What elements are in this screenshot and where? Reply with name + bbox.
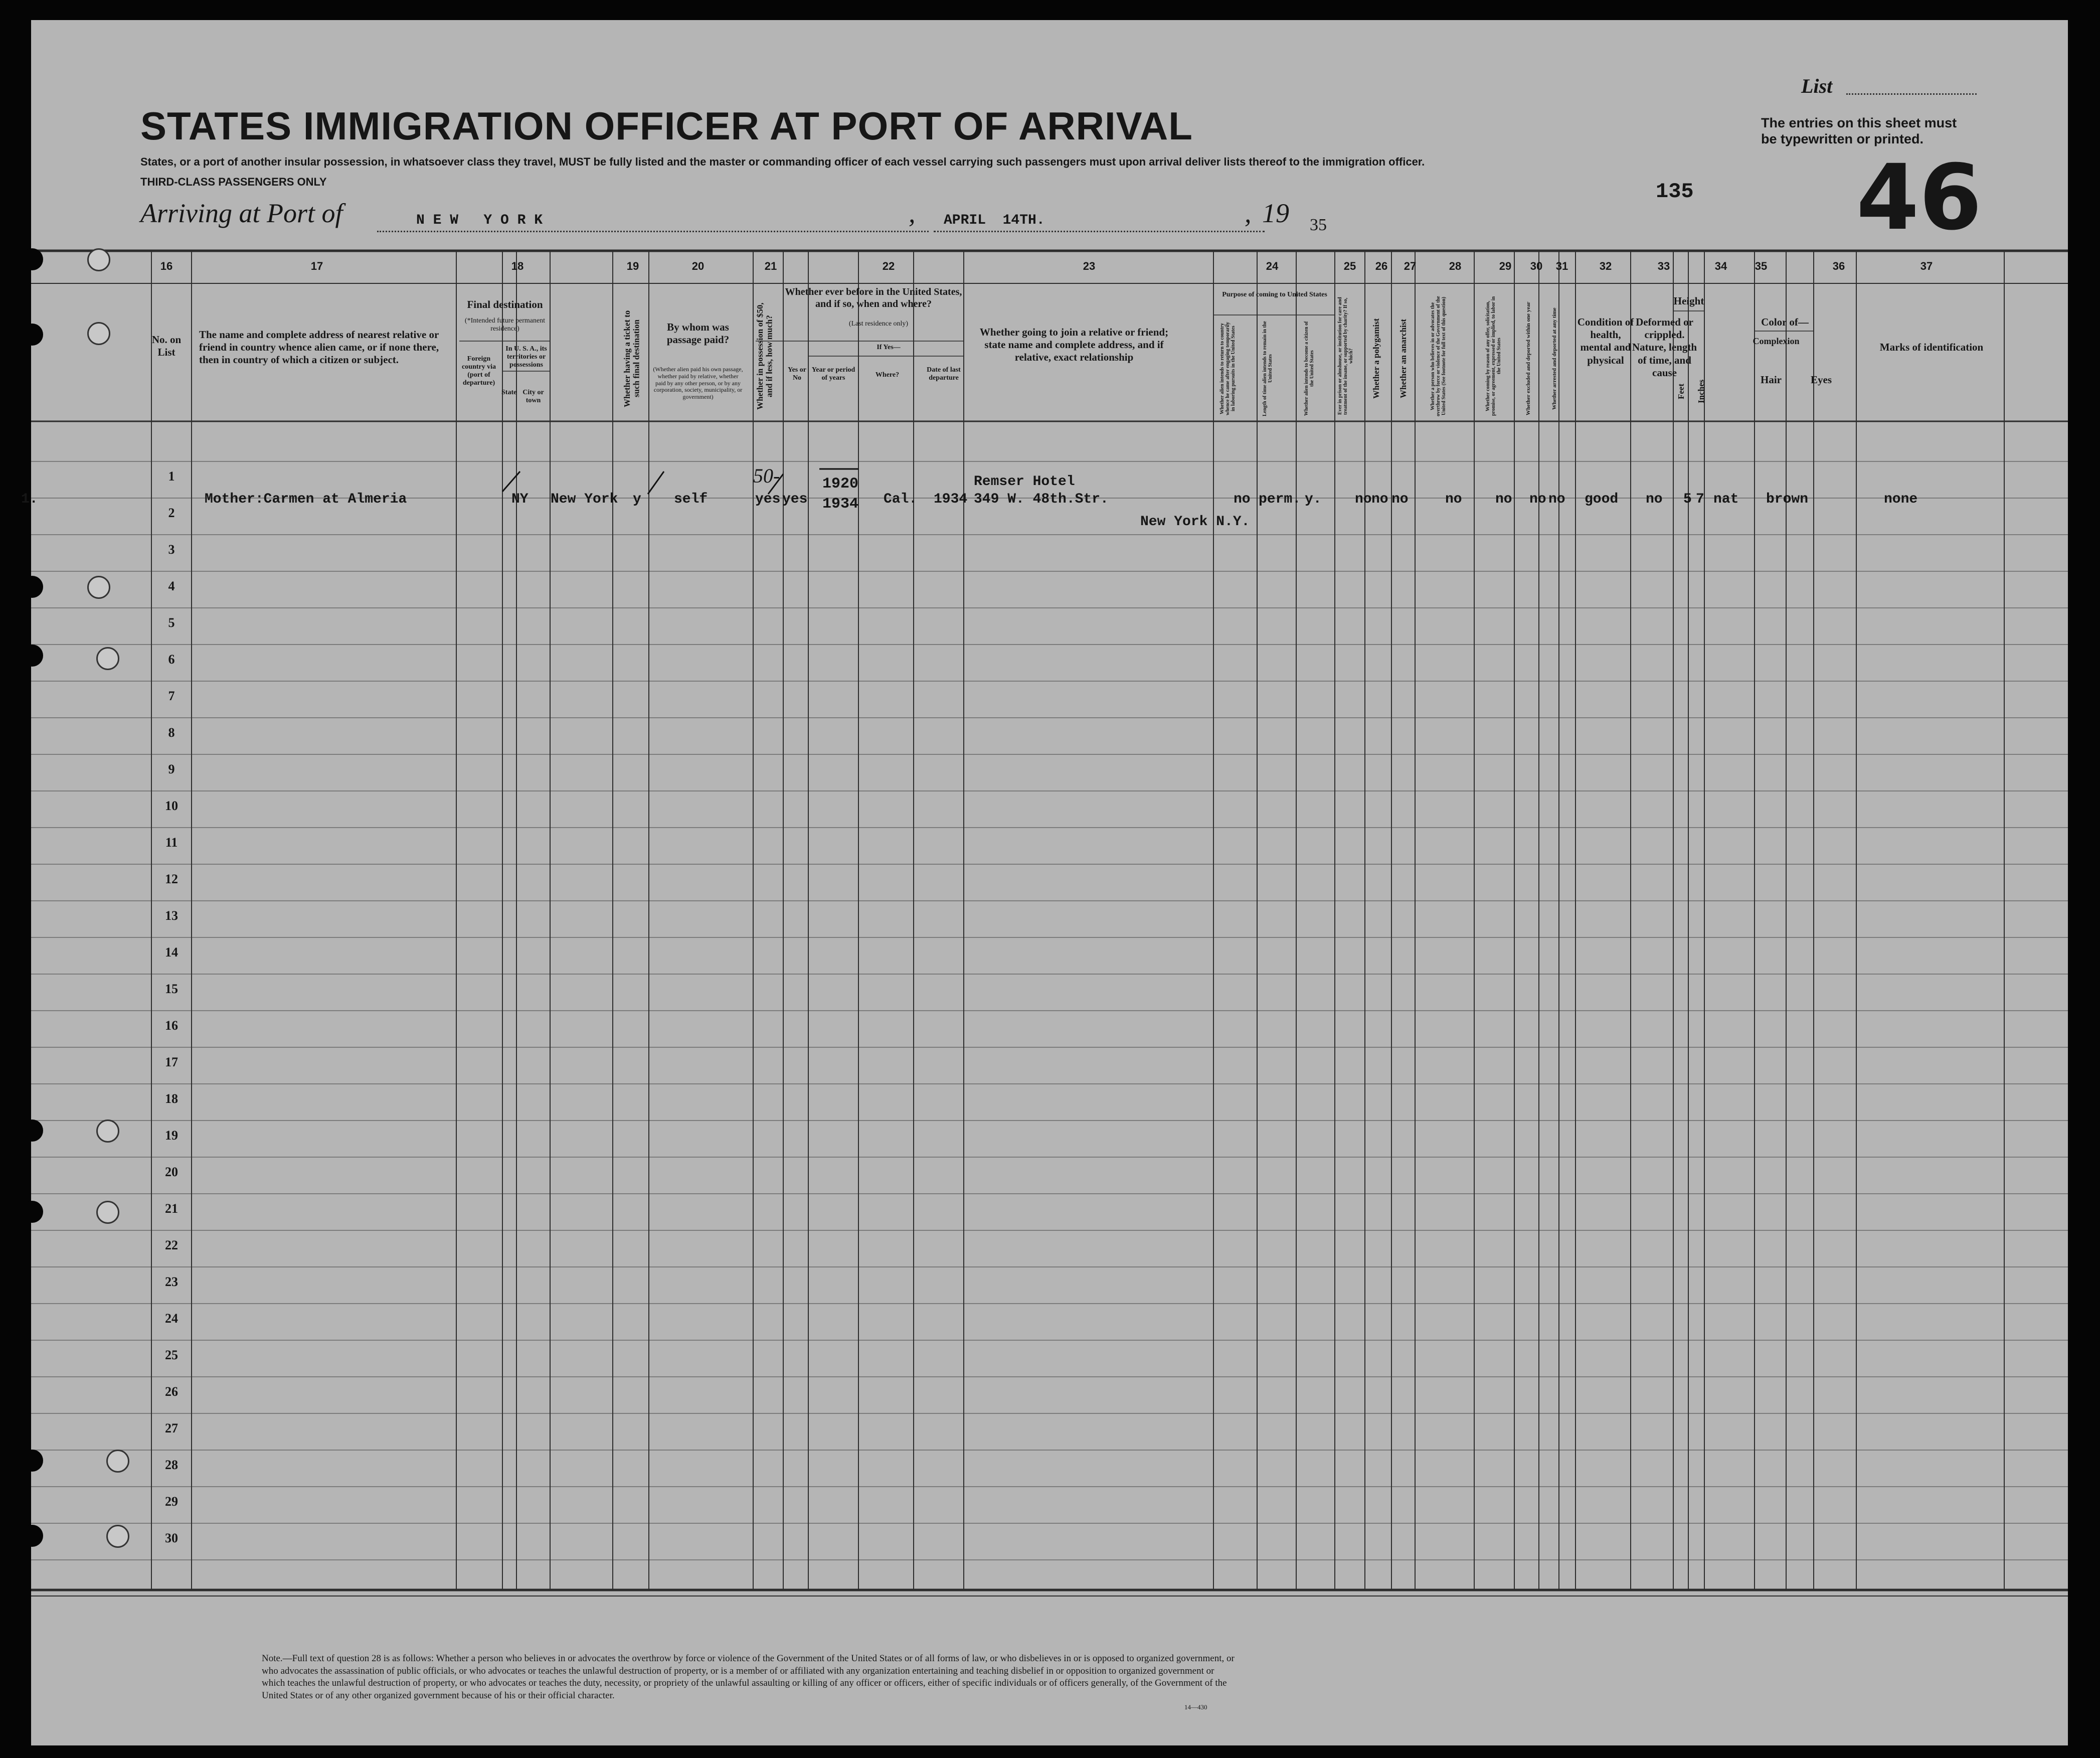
entry-excluded: no bbox=[1529, 492, 1546, 507]
entry-anarchist: no bbox=[1391, 492, 1409, 507]
header-marks: Marks of identification bbox=[1879, 341, 1984, 353]
header-state: State bbox=[501, 389, 517, 396]
colnum-26: 26 bbox=[1375, 260, 1388, 272]
instructions-text: States, or a port of another insular possession, in whatsoever class they travel, MUST be fully listed and the master or commanding officer of each vessel carrying such passengers must upon arrival deliver lists thereof to the immigration officer. bbox=[140, 155, 1425, 168]
binder-hole bbox=[21, 576, 43, 598]
binder-hole bbox=[21, 1450, 43, 1472]
date-comma: , bbox=[1245, 198, 1252, 228]
entry-citizen: y. bbox=[1305, 492, 1322, 507]
binder-hole bbox=[21, 248, 43, 270]
binder-hole bbox=[21, 645, 43, 667]
entry-joining-line1: Remser Hotel bbox=[974, 474, 1075, 490]
class-label: THIRD-CLASS PASSENGERS ONLY bbox=[140, 176, 327, 188]
table-grid bbox=[31, 20, 2068, 1745]
footnote-text: Note.—Full text of question 28 is as follows: Whether a person who believes in or advocates the overthrow by force or violence of the Government of the United States or of all forms of law, or who disbelieves in or is opposed to organized government, or who advocates the assassination of public officials, or who advocates or teaches the unlawful destruction of property, or is a member of or affiliated with any organization entertaining and teaching disbelief in or opposition to organized government or which teaches the unlawful destruction of property, or who advocates or teaches the duty, necessity, or propriety of the unlawful assaulting or killing of any officer or officers, either of specific individuals or of officers generally, of the Government of the United States or of any other organized government because of his or their official character. bbox=[262, 1653, 1235, 1701]
entry-paid-by: self bbox=[674, 492, 708, 507]
header-foreign-country: Foreign country via (port of departure) bbox=[461, 355, 496, 387]
row-number: 27 bbox=[165, 1421, 178, 1435]
colnum-27: 27 bbox=[1404, 260, 1417, 272]
row-number: 15 bbox=[165, 982, 178, 996]
port-comma: , bbox=[909, 198, 916, 228]
entry-polygamist: no bbox=[1371, 492, 1388, 507]
header-length-of-stay: Length of time alien intends to remain in the United States bbox=[1262, 321, 1273, 416]
entry-joining-line2: 349 W. 48th.Str. bbox=[974, 492, 1109, 507]
row-number: 10 bbox=[165, 798, 178, 813]
row-number: 11 bbox=[165, 835, 178, 850]
colnum-29: 29 bbox=[1499, 260, 1512, 272]
entry-health: good bbox=[1585, 492, 1619, 507]
header-ticket: Whether having a ticket to such final destination bbox=[622, 310, 641, 407]
arrival-port: N E W Y O R K bbox=[416, 213, 543, 228]
form-number: 14—430 bbox=[1184, 1703, 1207, 1711]
reinforcement-ring bbox=[87, 576, 110, 599]
row-number: 20 bbox=[165, 1165, 178, 1179]
header-period: Year or period of years bbox=[811, 366, 855, 382]
row-number: 8 bbox=[168, 725, 175, 740]
entry-joining-line3: New York N.Y. bbox=[1140, 514, 1250, 530]
header-deformed: Deformed or crippled. Nature, length of time, and cause bbox=[1632, 316, 1697, 379]
row-number: 18 bbox=[165, 1091, 178, 1106]
colnum-23: 23 bbox=[1083, 260, 1096, 272]
binder-hole bbox=[21, 1201, 43, 1223]
colnum-32: 32 bbox=[1599, 260, 1612, 272]
header-overthrow: Whether a person who believes in or advocates the overthrow by force or violence of the Government of the United States (See footnote for full text of this question) bbox=[1430, 296, 1447, 416]
entry-inches: 7 bbox=[1696, 492, 1704, 507]
header-citizen-intent: Whether alien intends to become a citizen of the United States bbox=[1304, 321, 1315, 416]
row-number: 16 bbox=[165, 1018, 178, 1033]
reinforcement-ring bbox=[106, 1450, 129, 1473]
reinforcement-ring bbox=[96, 647, 119, 670]
entry-where: Cal. bbox=[884, 492, 918, 507]
row-number: 19 bbox=[165, 1128, 178, 1143]
row-number: 9 bbox=[168, 762, 175, 776]
reinforcement-ring bbox=[87, 248, 110, 271]
stamp-number: 135 bbox=[1656, 180, 1694, 204]
header-joining: Whether going to join a relative or friend; state name and complete address, and if relative, exact relationship bbox=[979, 326, 1169, 364]
colnum-20: 20 bbox=[691, 260, 705, 272]
colnum-37: 37 bbox=[1920, 260, 1933, 272]
header-inches: Inches bbox=[1696, 379, 1706, 403]
binder-hole bbox=[21, 324, 43, 346]
header-city: City or town bbox=[522, 389, 544, 405]
header-purpose: Purpose of coming to United States bbox=[1222, 291, 1327, 298]
colnum-19: 19 bbox=[626, 260, 639, 272]
reinforcement-ring bbox=[96, 1120, 119, 1143]
entry-state: NY bbox=[511, 492, 529, 507]
entry-length: perm. bbox=[1259, 492, 1301, 507]
colnum-18: 18 bbox=[511, 260, 524, 272]
colnum-35: 35 bbox=[1755, 260, 1768, 272]
binder-hole bbox=[21, 1525, 43, 1547]
row-number: 30 bbox=[165, 1531, 178, 1545]
row-number: 14 bbox=[165, 945, 178, 960]
reinforcement-ring bbox=[87, 322, 110, 345]
arriving-label: Arriving at Port of bbox=[140, 198, 343, 228]
header-anarchist: Whether an anarchist bbox=[1398, 318, 1408, 399]
header-polygamist: Whether a polygamist bbox=[1371, 318, 1381, 399]
year-suffix: 35 bbox=[1310, 216, 1327, 234]
header-last-departure: Date of last departure bbox=[927, 366, 961, 382]
colnum-30: 30 bbox=[1530, 260, 1543, 272]
row-number: 26 bbox=[165, 1384, 178, 1399]
colnum-28: 28 bbox=[1449, 260, 1462, 272]
row-number: 2 bbox=[168, 506, 175, 520]
margin-mark: 1. bbox=[21, 492, 38, 507]
colnum-31: 31 bbox=[1555, 260, 1568, 272]
entry-ever-before: yes bbox=[782, 492, 808, 507]
row-number: 29 bbox=[165, 1494, 178, 1509]
entry-money-handwritten: 50- bbox=[753, 464, 780, 487]
row-number: 13 bbox=[165, 908, 178, 923]
colnum-25: 25 bbox=[1343, 260, 1356, 272]
header-hair: Hair bbox=[1761, 374, 1782, 386]
header-where: Where? bbox=[875, 371, 900, 379]
colnum-36: 36 bbox=[1832, 260, 1845, 272]
colnum-24: 24 bbox=[1266, 260, 1279, 272]
header-relative: The name and complete address of nearest relative or friend in country whence alien came, or if none there, then in country of which a citizen or subject. bbox=[199, 329, 439, 366]
row-number: 21 bbox=[165, 1201, 178, 1216]
row-number: 22 bbox=[165, 1238, 178, 1252]
entry-departure: 1934 bbox=[934, 492, 968, 507]
header-height: Height bbox=[1673, 295, 1704, 307]
entry-ticket: y bbox=[633, 492, 641, 507]
header-money: Whether in possession of $50, and if less, how much? bbox=[755, 302, 774, 410]
colnum-33: 33 bbox=[1657, 260, 1670, 272]
row-number: 12 bbox=[165, 872, 178, 886]
header-if-yes: If Yes— bbox=[877, 344, 901, 351]
manifest-sheet bbox=[21, 20, 2068, 1745]
arrival-date: APRIL 14TH. bbox=[944, 213, 1045, 228]
entries-note-2: be typewritten or printed. bbox=[1761, 131, 1924, 146]
row-number: 1 bbox=[168, 469, 175, 484]
entry-city: New York bbox=[551, 492, 618, 507]
header-deported: Whether arrested and deported at any time bbox=[1551, 307, 1557, 410]
colnum-17: 17 bbox=[310, 260, 323, 272]
colnum-34: 34 bbox=[1714, 260, 1727, 272]
entry-period-to: 1934 bbox=[822, 496, 859, 513]
header-complexion: Complexion bbox=[1753, 336, 1800, 346]
entry-feet: 5 bbox=[1683, 492, 1692, 507]
entry-hair: brown bbox=[1766, 492, 1809, 507]
entry-offer: no bbox=[1495, 492, 1512, 507]
row-number: 25 bbox=[165, 1348, 178, 1362]
colnum-22: 22 bbox=[882, 260, 895, 272]
entries-note-1: The entries on this sheet must bbox=[1761, 115, 1957, 130]
row-number: 24 bbox=[165, 1311, 178, 1326]
colnum-21: 21 bbox=[764, 260, 777, 272]
entry-relative: Mother:Carmen at Almeria bbox=[205, 492, 407, 507]
header-return-intent: Whether alien intends to return to country whence he came after engaging temporarily in laboring pursuits in the United States bbox=[1219, 322, 1236, 416]
entry-return: no bbox=[1234, 492, 1251, 507]
list-label: List bbox=[1801, 75, 1833, 97]
page-title: STATES IMMIGRATION OFFICER AT PORT OF ARRIVAL bbox=[140, 104, 1193, 148]
header-health: Condition of health, mental and physical bbox=[1577, 316, 1634, 366]
colnum-16: 16 bbox=[160, 260, 173, 272]
entry-complexion: nat bbox=[1713, 492, 1739, 507]
row-number: 17 bbox=[165, 1055, 178, 1069]
header-labor-offer: Whether coming by reason of any offer, solicitation, promise, or agreement, expressed or implied, to labor in the United States bbox=[1485, 296, 1502, 416]
row-number: 6 bbox=[168, 652, 175, 667]
header-paid-by: By whom was passage paid? bbox=[666, 321, 730, 346]
header-in-usa: In U. S. A., its territories or possessions bbox=[505, 345, 547, 369]
header-ever-before-note: (Last residence only) bbox=[848, 320, 909, 328]
entry-deported: no bbox=[1548, 492, 1565, 507]
binder-hole bbox=[21, 1120, 43, 1142]
entry-period-from: 1920 bbox=[822, 475, 859, 493]
entry-deformed: no bbox=[1646, 492, 1663, 507]
reinforcement-ring bbox=[106, 1525, 129, 1548]
reinforcement-ring bbox=[96, 1201, 119, 1224]
sheet-number: 46 bbox=[1856, 145, 1982, 250]
header-color: Color of— bbox=[1761, 316, 1809, 328]
entry-money: yes bbox=[755, 492, 781, 507]
header-yes-no: Yes or No bbox=[788, 366, 806, 382]
header-final-destination: Final destination bbox=[467, 298, 543, 310]
header-no-on-list: No. on List bbox=[151, 334, 182, 359]
row-number: 7 bbox=[168, 689, 175, 703]
entry-prison: no bbox=[1355, 492, 1372, 507]
row-number: 28 bbox=[165, 1458, 178, 1472]
header-final-destination-note: (*Intended future permanent residence) bbox=[464, 317, 546, 333]
row-number: 3 bbox=[168, 542, 175, 557]
entry-overthrow: no bbox=[1445, 492, 1462, 507]
entry-marks: none bbox=[1884, 492, 1918, 507]
header-ever-before: Whether ever before in the United States, and if so, when and where? bbox=[785, 286, 962, 309]
row-number: 4 bbox=[168, 579, 175, 593]
header-paid-by-note: (Whether alien paid his own passage, whether paid by relative, whether paid by any other person, or by any corporation, society, municipality, or government) bbox=[653, 366, 743, 401]
row-number: 5 bbox=[168, 615, 175, 630]
year-prefix: 19 bbox=[1262, 198, 1289, 228]
row-number: 23 bbox=[165, 1274, 178, 1289]
header-prison: Ever in prison or almshouse, or institution for care and treatment of the insane, or supported by charity? If so, which? bbox=[1337, 297, 1354, 415]
header-eyes: Eyes bbox=[1811, 374, 1832, 386]
header-feet: Feet bbox=[1676, 383, 1686, 399]
header-excluded: Whether excluded and deported within one year bbox=[1525, 301, 1531, 416]
